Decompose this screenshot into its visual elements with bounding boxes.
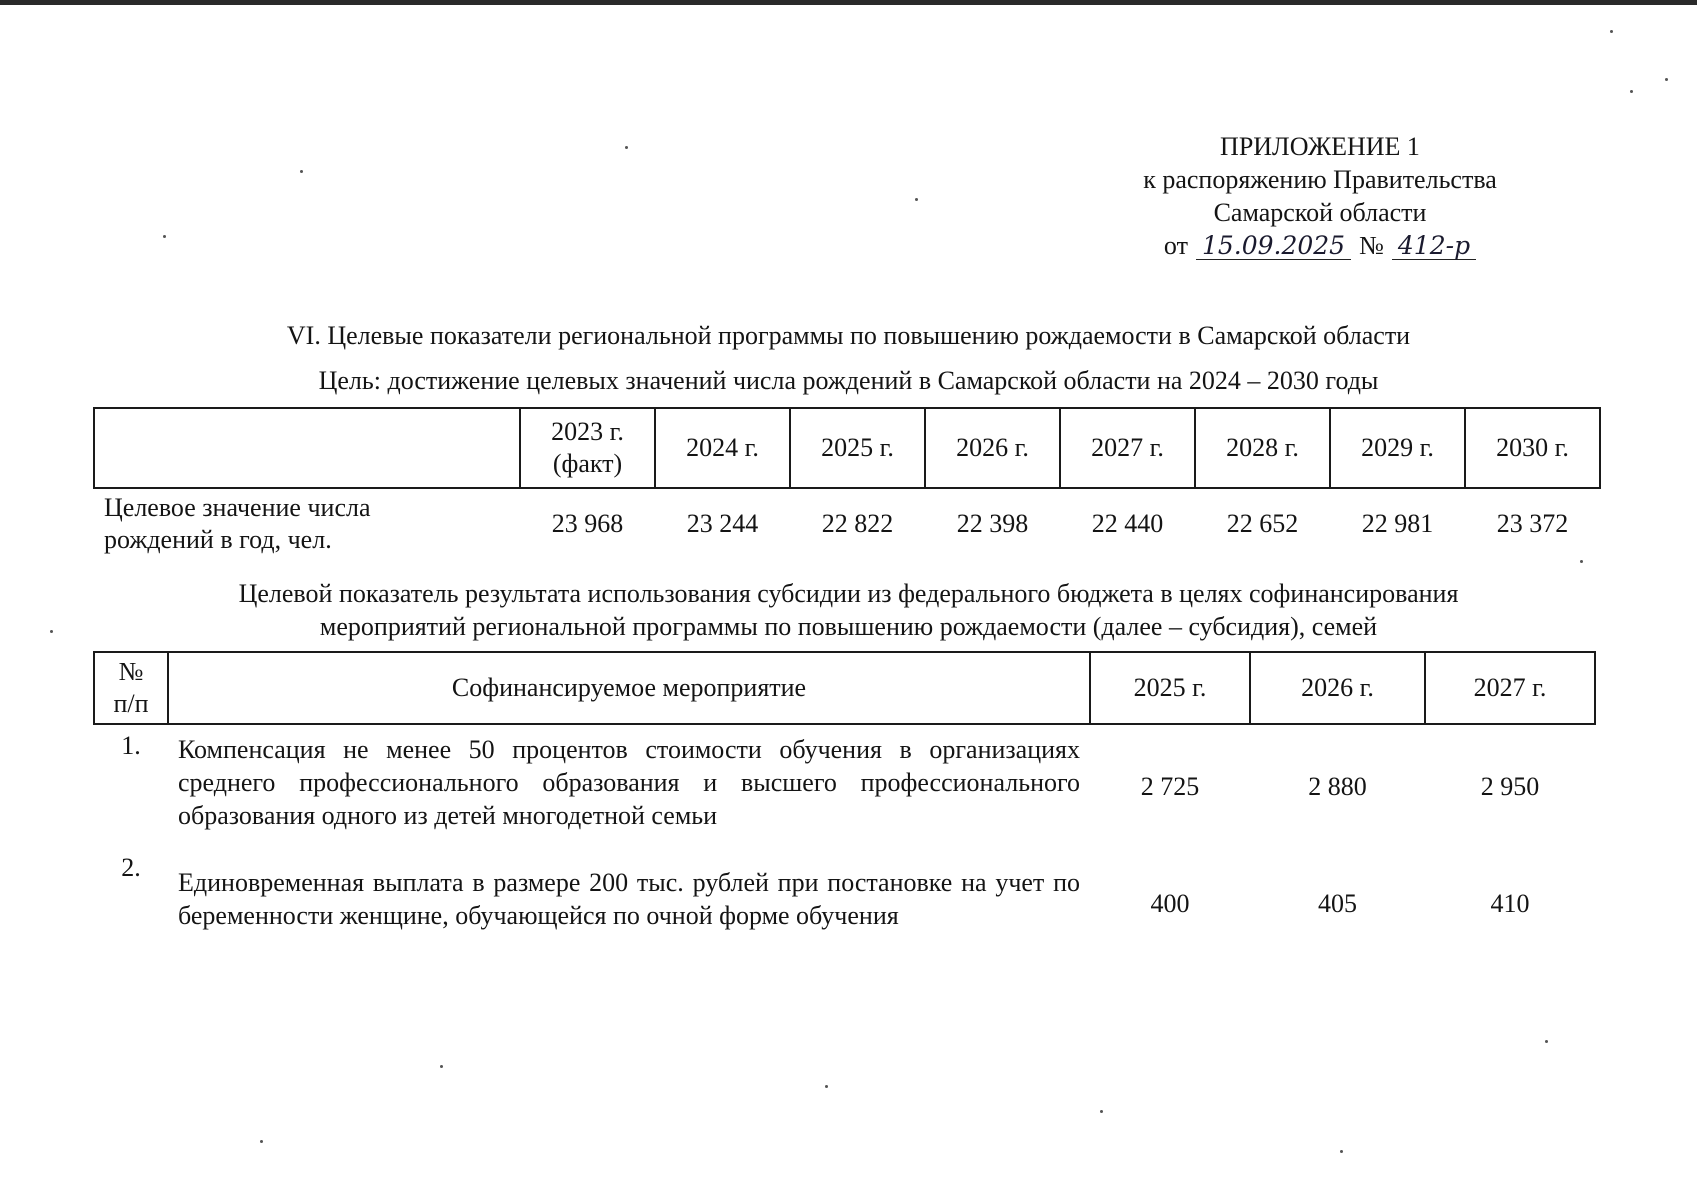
row-number: 1. bbox=[121, 731, 141, 760]
header-2030: 2030 г. bbox=[1465, 408, 1600, 488]
scan-speck bbox=[1545, 1040, 1548, 1043]
row-label-line-1: Целевое значение числа bbox=[104, 493, 371, 522]
value-2027: 2 950 bbox=[1480, 771, 1540, 801]
value-2027: 410 bbox=[1490, 888, 1530, 918]
header-2028: 2028 г. bbox=[1195, 408, 1330, 488]
header-empty-cell bbox=[94, 408, 520, 488]
number-label: № bbox=[1359, 231, 1384, 260]
header-2025: 2025 г. bbox=[1090, 652, 1250, 724]
scan-speck bbox=[163, 235, 166, 238]
handwritten-date: 15.09.2025 bbox=[1196, 233, 1351, 260]
birth-targets-table bbox=[93, 407, 1601, 559]
value-2026: 2 880 bbox=[1308, 771, 1367, 801]
scan-top-edge bbox=[0, 0, 1697, 5]
table-header-row bbox=[94, 652, 1595, 724]
header-2027: 2027 г. bbox=[1425, 652, 1595, 724]
row-number: 2. bbox=[121, 853, 141, 882]
value-2026: 405 bbox=[1318, 888, 1357, 918]
table-header-row bbox=[94, 408, 1600, 488]
scan-speck bbox=[1100, 1110, 1103, 1113]
section-title: VI. Целевые показатели региональной программы по повышению рождаемости в Самарской области bbox=[286, 321, 1411, 350]
subsidy-indicators-table bbox=[93, 651, 1596, 959]
appendix-title: ПРИЛОЖЕНИЕ 1 bbox=[1220, 132, 1420, 161]
value-2025: 400 bbox=[1150, 888, 1190, 918]
handwritten-number: 412-р bbox=[1392, 233, 1476, 260]
goal-text: Цель: достижение целевых значений числа рождений в Самарской области на 2024 – 2030 годы bbox=[318, 366, 1379, 395]
value-2025: 22 822 bbox=[821, 509, 894, 538]
appendix-line-3: Самарской области bbox=[1213, 198, 1427, 227]
row-label-line-2: рождений в год, чел. bbox=[104, 525, 332, 554]
header-number bbox=[94, 652, 168, 724]
header-2023-year: 2023 г. bbox=[551, 417, 624, 446]
value-2028: 22 652 bbox=[1226, 509, 1299, 538]
header-number-pp: п/п bbox=[113, 689, 149, 718]
scan-speck bbox=[260, 1140, 263, 1143]
table-row bbox=[94, 488, 1600, 559]
measure-text: Компенсация не менее 50 процентов стоимости обучения в организациях среднего профессионального образования и высшего профессионального образования одного из детей многодетной семьи bbox=[178, 734, 1080, 830]
header-2023 bbox=[520, 408, 655, 488]
header-measure: Софинансируемое мероприятие bbox=[168, 652, 1090, 724]
appendix-header bbox=[1060, 130, 1580, 262]
header-2029: 2029 г. bbox=[1330, 408, 1465, 488]
scan-speck bbox=[1610, 30, 1613, 33]
scan-speck bbox=[440, 1065, 443, 1068]
value-2024: 23 244 bbox=[686, 509, 759, 538]
scan-speck bbox=[1340, 1150, 1343, 1153]
subheading-line-1: Целевой показатель результата использования субсидии из федерального бюджета в целях софинансирования bbox=[238, 579, 1459, 608]
from-label: от bbox=[1163, 231, 1188, 260]
subheading-line-2: мероприятий региональной программы по повышению рождаемости (далее – субсидия), семей bbox=[319, 612, 1378, 641]
scan-speck bbox=[1630, 90, 1633, 93]
value-2025: 2 725 bbox=[1140, 771, 1200, 801]
scan-speck bbox=[825, 1085, 828, 1088]
header-2024: 2024 г. bbox=[655, 408, 790, 488]
appendix-date-line bbox=[1060, 229, 1580, 262]
value-2030: 23 372 bbox=[1496, 509, 1569, 538]
scan-speck bbox=[1665, 78, 1668, 81]
header-2023-fact: (факт) bbox=[552, 449, 623, 478]
header-2025: 2025 г. bbox=[790, 408, 925, 488]
appendix-line-2: к распоряжению Правительства bbox=[1143, 165, 1497, 194]
scan-speck bbox=[1580, 560, 1583, 563]
header-number-sign: № bbox=[118, 657, 144, 686]
table-row bbox=[94, 724, 1595, 847]
header-2026: 2026 г. bbox=[925, 408, 1060, 488]
value-2026: 22 398 bbox=[956, 509, 1029, 538]
header-2027: 2027 г. bbox=[1060, 408, 1195, 488]
row-label bbox=[94, 488, 520, 559]
header-2026: 2026 г. bbox=[1250, 652, 1425, 724]
scan-speck bbox=[915, 198, 918, 201]
measure-text: Единовременная выплата в размере 200 тыс. рублей при постановке на учет по беременности женщине, обучающейся по очной форме обучения bbox=[178, 868, 1080, 930]
value-2023: 23 968 bbox=[551, 509, 624, 538]
table-row bbox=[94, 847, 1595, 959]
scan-speck bbox=[300, 170, 303, 173]
value-2027: 22 440 bbox=[1091, 509, 1164, 538]
scan-speck bbox=[625, 146, 628, 149]
value-2029: 22 981 bbox=[1361, 509, 1434, 538]
scan-speck bbox=[50, 630, 53, 633]
